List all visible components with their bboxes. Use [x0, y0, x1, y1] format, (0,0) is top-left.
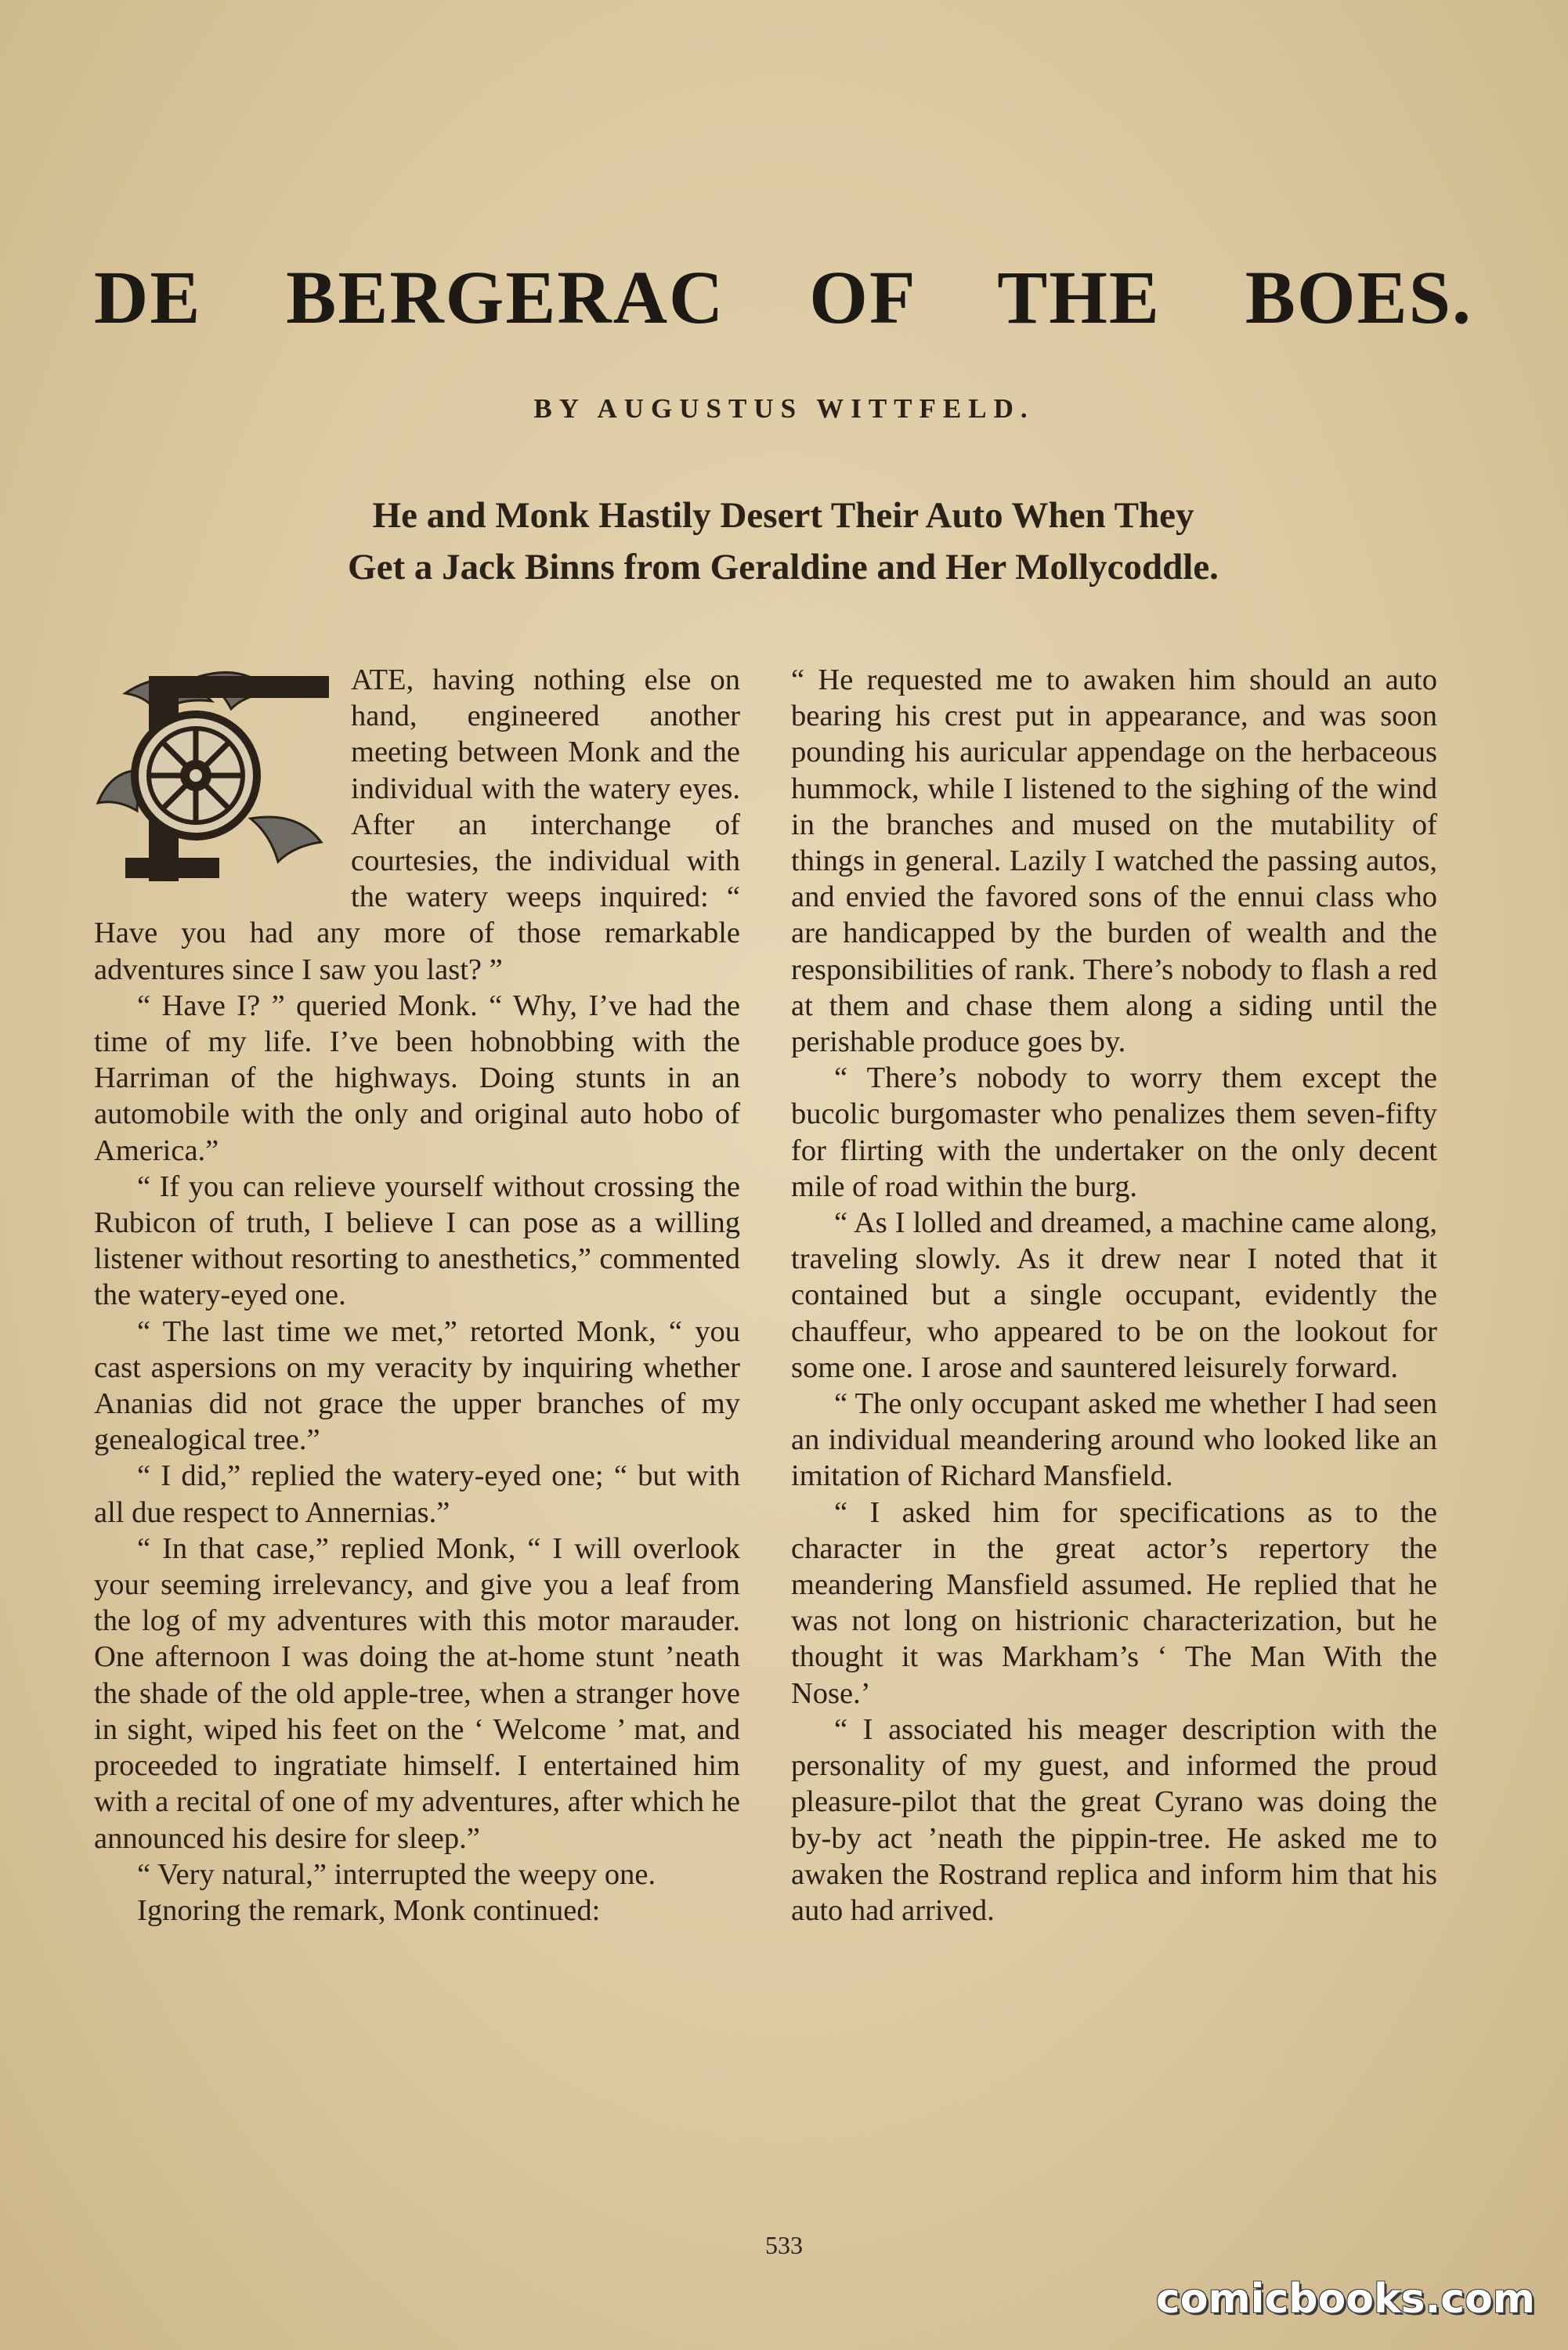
byline: BY AUGUSTUS WITTFELD. [533, 393, 1035, 424]
paragraph: “ I did,” replied the watery-eyed one; “ but with all due respect to Annernias.” [94, 1459, 740, 1529]
subheading-line-1: He and Monk Hastily Desert Their Auto When They [372, 495, 1194, 536]
right-column [791, 662, 1437, 2229]
paragraph: “ The last time we met,” retorted Monk, “ you cast aspersions on my veracity by inquiring whether Ananias did not grace the upper branches of my genealogical tree.” [94, 1314, 740, 1457]
paragraph: “ There’s nobody to worry them except the bucolic burgomaster who penalizes them seven-fifty for flirting with the undertaker on the only decent mile of road within the burg. [791, 1061, 1437, 1203]
paragraph: “ In that case,” replied Monk, “ I will overlook your seeming irrelevancy, and give you a leaf from the log of my adventures with this motor marauder. One afternoon I was doing the at-home stunt ’neath the shade of the old apple-tree, when a stranger hove in sight, wiped his feet on the ‘ Welcome ’ mat, and proceeded to ingratiate himself. I entertained him with a recital of one of my adventures, after which he announced his desire for sleep.” [94, 1531, 740, 1855]
watermark: comicbooks.com [1155, 2276, 1535, 2323]
page-number: 533 [765, 2231, 803, 2259]
subheading-line-2: Get a Jack Binns from Geraldine and Her Mollycoddle. [348, 547, 1219, 588]
paragraph: Ignoring the remark, Monk continued: [137, 1893, 601, 1927]
paragraph: “ Have I? ” queried Monk. “ Why, I’ve had the time of my life. I’ve been hobnobbing with the Harriman of the highways. Doing stunts in an automobile with the only and original auto hobo of America.” [94, 989, 740, 1167]
paragraph: “ The only occupant asked me whether I had seen an individual meandering around who looked like an imitation of Richard Mansfield. [791, 1387, 1437, 1493]
drop-cap-wheel-icon [94, 662, 329, 881]
left-column [94, 662, 740, 2229]
paragraph: “ He requested me to awaken him should an auto bearing his crest put in appearance, and was soon pounding his auricular appendage on the herbaceous hummock, while I listened to the sighing of the wind in the branches and mused on the mutability of things in general. Lazily I watched the passing autos, and envied the favored sons of the ennui class who are handicapped by the burden of wealth and the responsibilities of rank. There’s nobody to flash a red at them and chase them along a siding until the perishable produce goes by. [791, 663, 1437, 1059]
article-title: DE BERGERAC OF THE BOES. [94, 255, 1472, 339]
subheading [157, 490, 1410, 593]
paragraph: “ I asked him for specifications as to the character in the great actor’s repertory the meandering Mansfield assumed. He replied that he was not long on histrionic characterization, but he thought it was Markham’s ‘ The Man With the Nose.’ [791, 1495, 1437, 1710]
paragraph: “ I associated his meager description with the personality of my guest, and informed the proud pleasure-pilot that the great Cyrano was doing the by-by act ’neath the pippin-tree. He asked me to awaken the Rostrand replica and inform him that his auto had arrived. [791, 1712, 1437, 1927]
paragraph: “ As I lolled and dreamed, a machine came along, traveling slowly. As it drew near I noted that it contained but a single occupant, evidently the chauffeur, who appeared to be on the lookout for some one. I arose and sauntered leisurely forward. [791, 1206, 1437, 1384]
paragraph: ATE, having nothing else on hand, engineered another meeting between Monk and the individual with the watery eyes. After an interchange of courtesies, the individual with the watery weeps inquired: “ Have you had any more of those remarkable adventures since I saw you last? ” [94, 663, 740, 986]
paragraph: “ If you can relieve yourself without crossing the Rubicon of truth, I believe I can pose as a willing listener without resorting to anesthetics,” commented the watery-eyed one. [94, 1170, 740, 1312]
paragraph: “ Very natural,” interrupted the weepy one. [137, 1857, 656, 1891]
